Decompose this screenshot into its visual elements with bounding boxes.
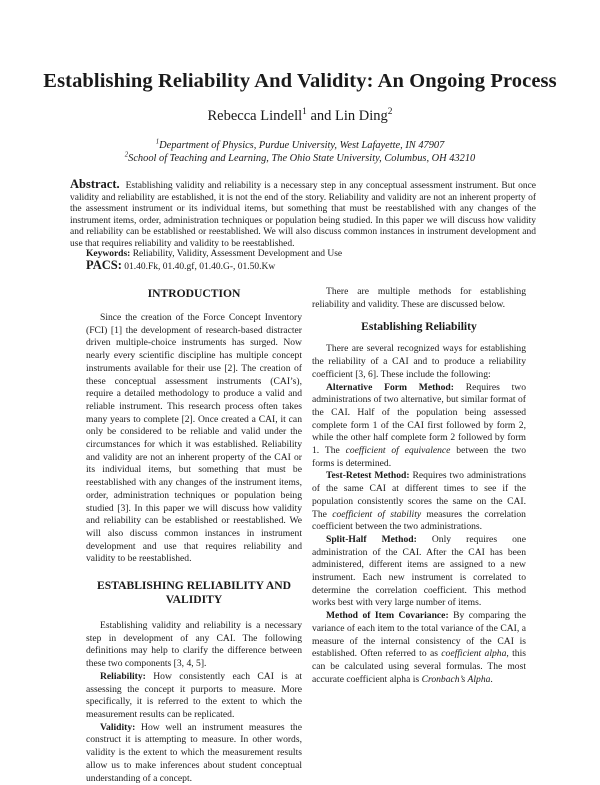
item-covariance-paragraph [312, 610, 526, 686]
author-connector: and [306, 108, 336, 124]
reliability-definition [86, 671, 302, 722]
test-retest-text: Requires two administrations of the same CAI at different times to see if the population consistently scores the same on the CAI. The [312, 470, 526, 520]
author-2-sup: 2 [387, 107, 393, 118]
author-line [40, 108, 560, 125]
author-1: Rebecca Lindell [207, 108, 303, 124]
test-retest-paragraph [312, 470, 526, 534]
split-half-paragraph [312, 534, 526, 610]
affiliation-2-sup: 2 [124, 151, 129, 159]
alternative-form-label: Alternative Form Method: [326, 381, 454, 393]
right-column [312, 286, 526, 686]
item-covariance-label: Method of Item Covariance: [326, 610, 449, 622]
alternative-form-term: coefficient of equivalence [345, 445, 451, 457]
reliability-label: Reliability: [100, 670, 146, 682]
item-covariance-text-mid: , this can be calculated using several formulas. The most accurate coefficient alpha is [312, 648, 526, 685]
abstract [70, 179, 536, 251]
reliability-text: How consistently each CAI is at assessing the concept it purports to measure. More specifically, it is referred to the extent to which the measurement results can be replicated. [86, 670, 302, 720]
section2-paragraph-1: Establishing validity and reliability is a necessary step in development of any CAI. The following definitions may help to clarify the difference between these two components [3, 4, 5]. [86, 620, 302, 670]
item-covariance-text: By comparing the variance of each item to the total variance of the CAI, a measure of the internal consistency of the CAI is established. Often referred to as [312, 610, 526, 660]
affiliation-1-text: Department of Physics, Purdue University, West Lafayette, IN 47907 [159, 140, 445, 151]
alternative-form-paragraph [312, 382, 526, 471]
section2-heading: ESTABLISHING RELIABILITY AND VALIDITY [97, 579, 291, 607]
alternative-form-text-end: between the two forms is determined. [312, 445, 526, 469]
test-retest-label: Test-Retest Method: [326, 470, 410, 482]
section2-paragraph-2: There are multiple methods for establishing reliability and validity. These are discussed below. [312, 286, 526, 310]
affiliation-1 [40, 140, 560, 151]
reliability-heading: Establishing Reliability [361, 320, 477, 334]
pacs-text: 01.40.Fk, 01.40.gf, 01.40.G-, 01.50.Kw [121, 262, 276, 272]
author-1-sup: 1 [302, 107, 307, 118]
cronbach-alpha-term: Cronbach’s Alpha [421, 673, 491, 685]
left-column [86, 287, 302, 785]
alternative-form-text: Requires two administrations of two alternative, but similar format of the CAI. Half of the population being assessed complete form 1 of the CAI first followed by form 2, while the other half complete form 2 followed by form 1. The [312, 381, 526, 457]
split-half-label: Split-Half Method: [326, 533, 417, 545]
abstract-label: Abstract. [70, 177, 120, 191]
split-half-text: Only requires one administration of the CAI. After the CAI has been administered, different items are assigned to a new instrument. Each new instrument is correlated to determine the correlation coefficient. This method works best with very large number of items. [312, 533, 526, 609]
validity-text: How well an instrument measures the construct it is attempting to measure. In other words, validity is the extent to which the measurement results allow us to make inferences about student conceptual understanding of a concept. [86, 721, 302, 784]
affiliation-2-text: School of Teaching and Learning, The Ohio State University, Columbus, OH 43210 [128, 153, 476, 164]
item-covariance-text-end: . [490, 673, 493, 685]
keywords-label: Keywords: [86, 249, 131, 259]
keywords-line [86, 249, 546, 261]
author-2: Lin Ding [335, 108, 388, 124]
pacs-line [86, 260, 546, 274]
validity-label: Validity: [100, 721, 136, 733]
test-retest-text-end: measures the correlation coefficient between the two administrations. [312, 508, 526, 533]
keywords-text: Reliability, Validity, Assessment Development and Use [130, 249, 343, 259]
paper-title: Establishing Reliability And Validity: An Ongoing Process [43, 70, 557, 92]
pacs-label: PACS: [86, 258, 122, 272]
item-covariance-term: coefficient alpha [441, 648, 507, 660]
reliability-intro: There are several recognized ways for establishing the reliability of a CAI and to produce a reliability coefficient [3, 6]. These include the following: [312, 343, 526, 380]
intro-paragraph: Since the creation of the Force Concept Inventory (FCI) [1] the development of research-based distracter driven multiple-choice instruments has surged. Now nearly every scientific discipline has multiple concept instruments available for their use [2]. The creation of these conceptual assessment instruments (CAI’s), require a detailed methodology to produce a valid and reliable instrument. This research process often takes many years to complete [2]. Once created a CAI, it can only be considered to be reliable and valid under the circumstances for which it was established. Reliability and validity are not an inherent property of the CAI or its individual items, but something that must be reestablished with any changes of the instrument items, order, administration techniques or population being studied [3]. In this paper we will discuss how validity and reliability can be established or reestablished. We will also discuss common instances in instrument development and use that requires reliability and validity to be reestablished. [86, 312, 302, 565]
affiliation-2 [40, 153, 560, 164]
intro-heading: INTRODUCTION [147, 287, 241, 300]
affiliation-1-sup: 1 [155, 138, 160, 146]
test-retest-term: coefficient of stability [332, 508, 422, 520]
abstract-text: Establishing validity and reliability is a necessary step in any conceptual assessment instrument. But once validity and reliability are established, it is not the end of the story. Reliability and validity are not an inherent property of the assessment instrument or its individual items, but something that must be reestablished with any changes of the instrument items, order, administration techniques or population being studied. In this paper we will discuss how validity and reliability can be established or reestablished. We will also discuss common instances in instrument development and use that requires reliability and validity to be reestablished. [70, 181, 537, 249]
